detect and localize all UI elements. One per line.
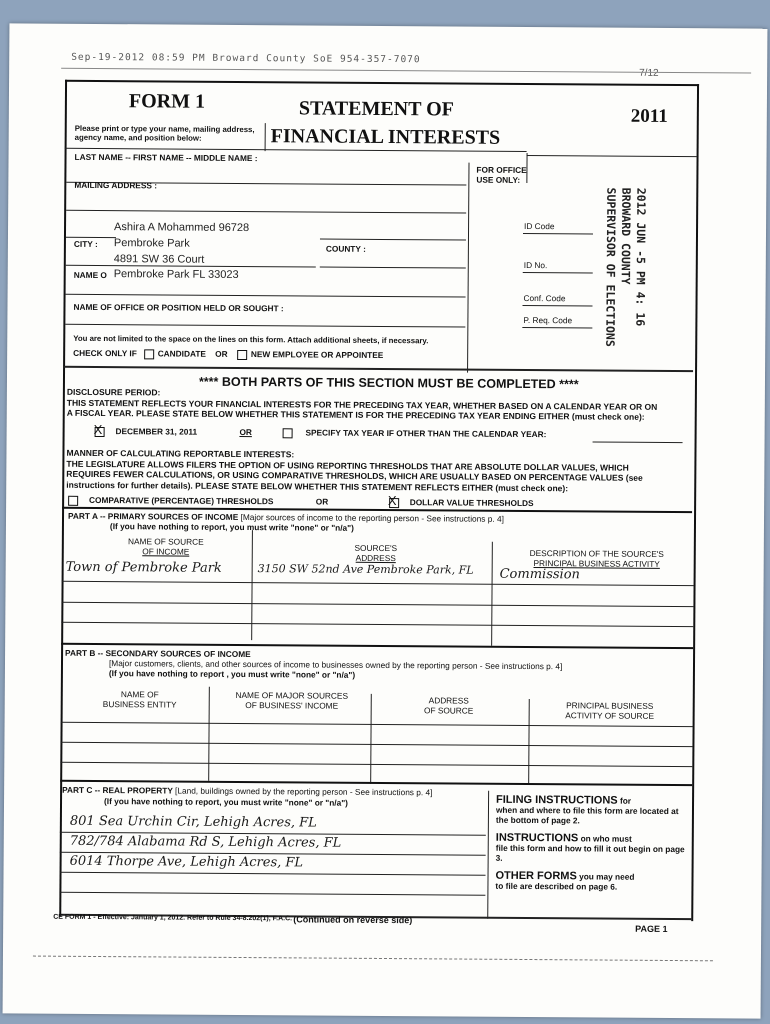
part-b-title: PART B -- SECONDARY SOURCES OF INCOME (65, 647, 251, 660)
part-b-col-entity: NAME OF BUSINESS ENTITY (102, 689, 177, 710)
form-number: FORM 1 (128, 90, 206, 113)
form-page (3, 23, 768, 1018)
form-title-line2: FINANCIAL INTERESTS (270, 125, 501, 149)
part-a-title-row: PART A -- PRIMARY SOURCES OF INCOME [Major sources of income to the reporting person - See instructions p. 4] (67, 510, 504, 524)
disclosure-block: DISCLOSURE PERIOD: THIS STATEMENT REFLECTS YOUR FINANCIAL INTERESTS FOR THE PRECEDING TAX YEAR, WHETHER BASED ON A CALENDAR YEAR OR ON A FISCAL YEAR. PLEASE STATE BELOW WHETHER THIS STATEMENT IS FOR THE PRECEDING TAX YEAR ENDING EITHER (must check one): (66, 386, 658, 422)
typed-name: Ashira A Mohammed 96728 (114, 221, 250, 235)
fax-page-number: 7/12 (639, 67, 659, 79)
typed-street: 4891 SW 36 Court (113, 253, 205, 266)
filing-instructions: FILING INSTRUCTIONS for when and where to file this form are located at the bottom of page 2. INSTRUCTIONS on who must file this form and how to fill it out begin on page 3. OTHER FORMS you may need to file are described on page 6. (495, 793, 685, 892)
typed-city: Pembroke Park (113, 237, 190, 250)
threshold-row: COMPARATIVE (PERCENTAGE) THRESHOLDS OR X DOLLAR VALUE THRESHOLDS (68, 495, 688, 510)
part-a-col-activity: DESCRIPTION OF THE SOURCE'S PRINCIPAL BUSINESS ACTIVITY (529, 548, 664, 569)
part-c-entry-1: 801 Sea Urchin Cir, Lehigh Acres, FL (69, 813, 317, 831)
office-use-label2: USE ONLY: (476, 174, 521, 185)
id-no-label: ID No. (523, 259, 548, 271)
office-use-label1: FOR OFFICE (476, 164, 527, 175)
space-note: You are not limited to the space on the lines on this form. Attach additional sheets, if necessary. (73, 333, 429, 346)
office-label: NAME OF OFFICE OR POSITION HELD OR SOUGHT : (73, 301, 284, 314)
part-b-col-sources: NAME OF MAJOR SOURCES OF BUSINESS' INCOME (235, 689, 349, 711)
footer-page: PAGE 1 (635, 923, 668, 934)
dollar-checkbox[interactable]: X (389, 498, 399, 508)
county-label: COUNTY : (325, 243, 366, 254)
form-year: 2011 (630, 105, 668, 127)
print-instruction: Please print or type your name, mailing address, agency name, and position below: (74, 123, 255, 143)
check-only-row: CHECK ONLY IF CANDIDATE OR NEW EMPLOYEE OR APPOINTEE (73, 347, 384, 360)
manner-block: MANNER OF CALCULATING REPORTABLE INTERESTS: THE LEGISLATURE ALLOWS FILERS THE OPTION OF USING REPORTING THRESHOLDS THAT ARE ABSOLUTE DOLLAR VALUES, WHICH REQUIRES FEWER CALCULATIONS, OR USING COMPARATIVE THRESHOLDS, WHICH ARE USUALLY BASED ON PERCENTAGE VALUES (see instructions for further details). PLEASE STATE BELOW WHETHER THIS STATEMENT REFLECTS EITHER (must check one): (66, 447, 643, 493)
part-c-entry-3: 6014 Thorpe Ave, Lehigh Acres, FL (69, 853, 304, 871)
part-a-row1-address: 3150 SW 52nd Ave Pembroke Park, FL (257, 562, 474, 577)
header-divider (265, 123, 266, 151)
conf-code-label: Conf. Code (523, 292, 566, 304)
tax-year-row: X DECEMBER 31, 2011 OR SPECIFY TAX YEAR IF OTHER THAN THE CALENDAR YEAR: (93, 421, 547, 440)
fax-footer-line (33, 956, 713, 962)
footer-continued: (Continued on reverse side) (293, 914, 413, 926)
form-title-line1: STATEMENT OF (298, 97, 454, 121)
section-heading: **** BOTH PARTS OF THIS SECTION MUST BE COMPLETED **** (198, 374, 579, 392)
new-employee-checkbox[interactable] (237, 350, 247, 360)
dec31-checkbox[interactable]: X (95, 427, 105, 437)
candidate-checkbox[interactable] (144, 349, 154, 359)
typed-citystate: Pembroke Park FL 33023 (113, 268, 239, 281)
part-c-title-row: PART C -- REAL PROPERTY [Land, buildings owned by the reporting person - See instructions p. 4] (62, 784, 433, 798)
part-a-col-address: SOURCE'S ADDRESS (354, 542, 398, 564)
agency-label: NAME O (73, 269, 107, 281)
received-stamp: 2012 JUN -5 PM 4: 16 BROWARD COUNTY SUPERVISOR OF ELECTIONS (603, 187, 649, 347)
p-req-code-label: P. Req. Code (523, 314, 573, 326)
part-c-entry-2: 782/784 Alabama Rd S, Lehigh Acres, FL (69, 833, 342, 851)
footer-form-ref: CE FORM 1 - Effective: January 1, 2012. Refer to Rule 34-8.202(1), F.A.C. (53, 913, 293, 923)
part-a-row1-activity: Commission (499, 566, 580, 583)
part-b-note: (If you have nothing to report , you must write "none" or "n/a") (108, 668, 356, 680)
part-c-note: (If you have nothing to report, you must write "none" or "n/a") (104, 796, 348, 808)
name-label: LAST NAME -- FIRST NAME -- MIDDLE NAME : (74, 151, 258, 164)
part-b-col-activity: PRINCIPAL BUSINESS ACTIVITY OF SOURCE (565, 700, 655, 721)
comparative-checkbox[interactable] (68, 496, 78, 506)
part-b-col-address: ADDRESS OF SOURCE (423, 695, 474, 716)
fax-header: Sep-19-2012 08:59 PM Broward County SoE 954-357-7070 (71, 51, 421, 66)
part-b-desc: [Major customers, clients, and other sources of income to businesses owned by the reporting person - See instructions p. 4] (108, 658, 563, 672)
id-code-label: ID Code (524, 220, 555, 232)
specify-checkbox[interactable] (282, 428, 292, 438)
mailing-label: MAILING ADDRESS : (74, 179, 158, 191)
part-a-col-name: NAME OF SOURCE OF INCOME (128, 536, 204, 557)
city-label: CITY : (73, 238, 98, 249)
part-a-note: (If you have nothing to report, you must write "none" or "n/a") (109, 521, 354, 533)
part-a-row1-name: Town of Pembroke Park (65, 559, 222, 576)
